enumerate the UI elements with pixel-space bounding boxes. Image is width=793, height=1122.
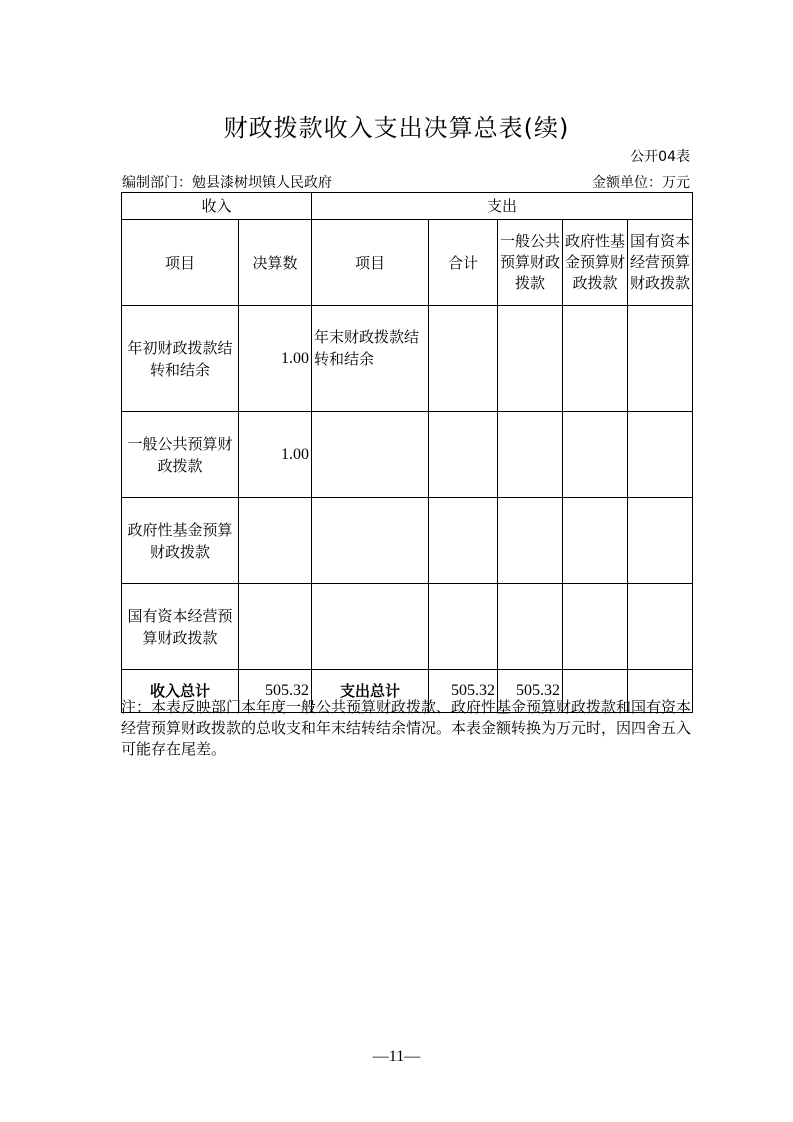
expense-state-capital-cell (628, 412, 693, 498)
income-label-cell: 一般公共预算财政拨款 (122, 412, 239, 498)
expense-general-cell (498, 412, 563, 498)
budget-table (121, 192, 693, 713)
table-note: 注：本表反映部门本年度一般公共预算财政拨款、政府性基金预算财政拨款和国有资本经营预算财政拨款的总收支和年末结转结余情况。本表金额转换为万元时，因四舍五入可能存在尾差。 (121, 698, 692, 758)
state-capital-header: 国有资本经营预算财政拨款 (628, 220, 693, 306)
table-row (122, 584, 693, 670)
department-label: 编制部门：勉县漆树坝镇人民政府 (122, 175, 332, 191)
income-value-cell: 1.00 (239, 412, 312, 498)
expense-fund-cell (563, 306, 628, 412)
expense-total-cell (429, 306, 498, 412)
expense-label-cell (312, 584, 429, 670)
income-label-cell: 政府性基金预算财政拨款 (122, 498, 239, 584)
expense-label-cell: 年末财政拨款结转和结余 (312, 306, 429, 412)
header-row-1 (122, 193, 693, 220)
general-budget-header: 一般公共预算财政拨款 (498, 220, 563, 306)
expense-general-cell (498, 498, 563, 584)
expense-total-cell (429, 498, 498, 584)
expense-total-label: 支出总计 (312, 670, 429, 713)
expense-fund-cell (563, 584, 628, 670)
expense-general-cell (498, 584, 563, 670)
income-total-value: 505.32 (239, 670, 312, 713)
expense-state-capital-cell (628, 306, 693, 412)
income-total-label: 收入总计 (122, 670, 239, 713)
income-item-header: 项目 (122, 220, 239, 306)
income-value-cell: 1.00 (239, 306, 312, 412)
income-label-cell: 国有资本经营预算财政拨款 (122, 584, 239, 670)
income-value-cell (239, 584, 312, 670)
expense-state-capital-cell (628, 584, 693, 670)
table-row (122, 306, 693, 412)
total-header: 合计 (429, 220, 498, 306)
income-value-cell (239, 498, 312, 584)
table-row (122, 412, 693, 498)
amount-unit-label: 金额单位：万元 (592, 175, 690, 191)
expense-general-total-value: 505.32 (498, 670, 563, 713)
fund-budget-header: 政府性基金预算财政拨款 (563, 220, 628, 306)
table-row (122, 498, 693, 584)
expense-total-cell (429, 584, 498, 670)
expense-label-cell (312, 498, 429, 584)
expense-total-cell (429, 412, 498, 498)
expense-fund-cell (563, 412, 628, 498)
page-number: —11— (372, 1048, 421, 1065)
page-title: 财政拨款收入支出决算总表(续) (223, 114, 570, 142)
expense-item-header: 项目 (312, 220, 429, 306)
final-amount-header: 决算数 (239, 220, 312, 306)
expense-header: 支出 (312, 193, 693, 220)
income-label-cell: 年初财政拨款结转和结余 (122, 306, 239, 412)
income-header: 收入 (122, 193, 312, 220)
expense-fund-cell (563, 498, 628, 584)
expense-total-value: 505.32 (429, 670, 498, 713)
expense-label-cell (312, 412, 429, 498)
expense-general-cell (498, 306, 563, 412)
table-code: 公开04表 (630, 149, 690, 165)
header-row-2 (122, 220, 693, 306)
expense-state-capital-cell (628, 498, 693, 584)
